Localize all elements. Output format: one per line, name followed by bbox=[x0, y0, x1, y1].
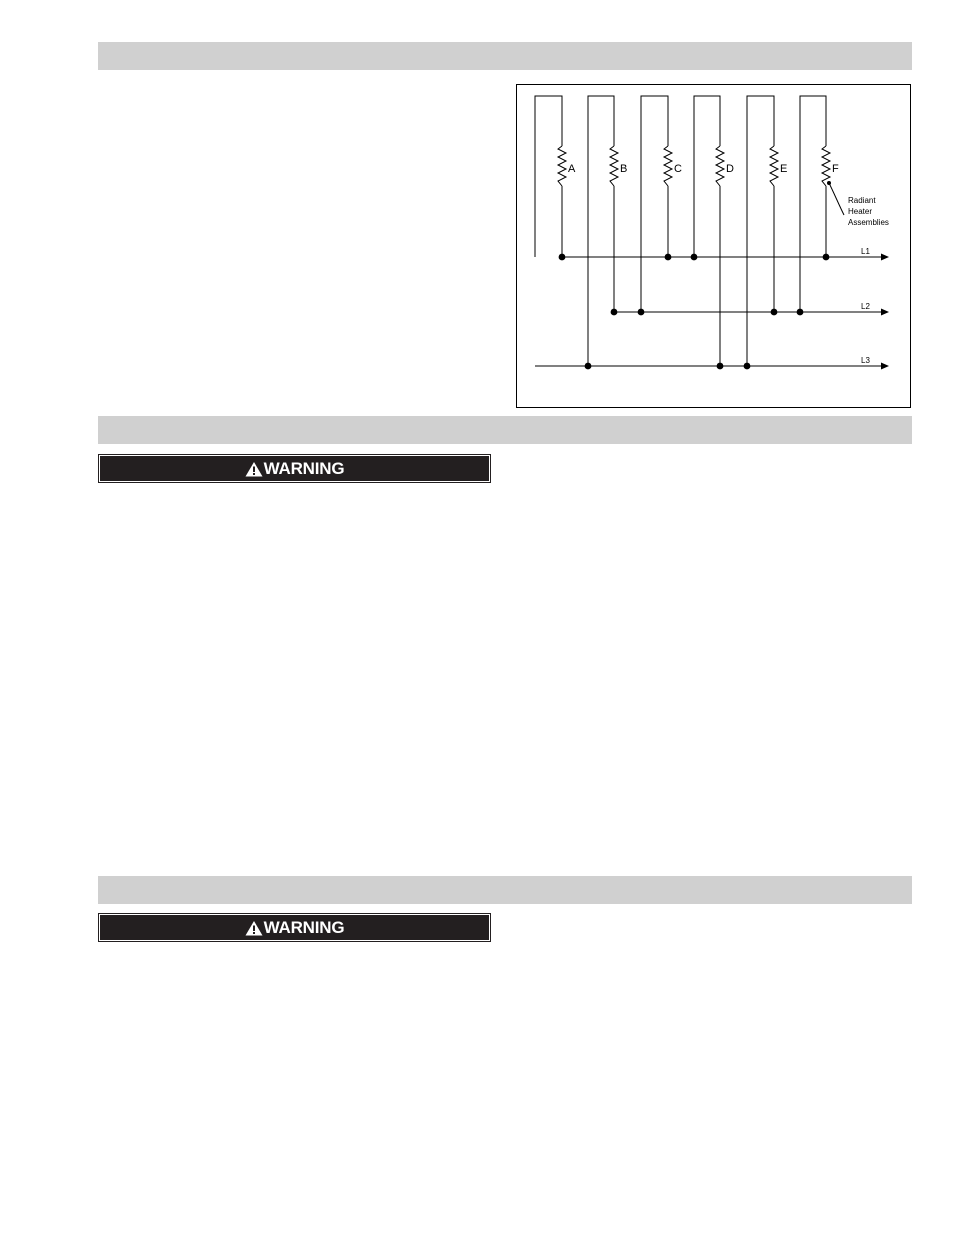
warning-triangle-icon bbox=[245, 461, 263, 477]
branch-e-wire bbox=[747, 96, 774, 366]
branch-a-resistor bbox=[558, 146, 566, 186]
branch-c-resistor bbox=[664, 146, 672, 186]
junction-dot bbox=[771, 309, 778, 316]
branch-c-wire bbox=[641, 96, 668, 312]
callout-text-line-3: Assemblies bbox=[848, 218, 889, 227]
junction-dot bbox=[797, 309, 804, 316]
branch-label-d: D bbox=[726, 163, 734, 175]
junction-dot bbox=[585, 363, 592, 370]
branch-label-a: A bbox=[568, 163, 576, 175]
branch-d-wire bbox=[694, 96, 720, 366]
junction-dot bbox=[559, 254, 566, 261]
branch-b-resistor bbox=[610, 146, 618, 186]
junction-dot bbox=[823, 254, 830, 261]
warning-label: WARNING bbox=[263, 459, 345, 478]
line-label-l3: L3 bbox=[861, 356, 870, 365]
branch-f-wire bbox=[800, 96, 826, 312]
section-header-bar-1 bbox=[98, 42, 912, 70]
l1-arrowhead bbox=[881, 254, 889, 261]
junction-dot bbox=[665, 254, 672, 261]
l2-arrowhead bbox=[881, 309, 889, 316]
junction-dot bbox=[638, 309, 645, 316]
warning-banner-2 bbox=[98, 913, 491, 942]
branch-e-resistor bbox=[770, 146, 778, 186]
section-header-bar-2 bbox=[98, 416, 912, 444]
junction-dot bbox=[744, 363, 751, 370]
line-label-l1: L1 bbox=[861, 247, 870, 256]
branch-label-f: F bbox=[832, 163, 839, 175]
callout-leader bbox=[829, 183, 844, 215]
branch-a-wire bbox=[535, 96, 562, 257]
line-label-l2: L2 bbox=[861, 302, 870, 311]
section-header-bar-3 bbox=[98, 876, 912, 904]
junction-dot bbox=[717, 363, 724, 370]
branch-d-resistor bbox=[716, 146, 724, 186]
warning-label: WARNING bbox=[263, 918, 345, 937]
branch-b-wire bbox=[588, 96, 614, 366]
wiring-diagram-svg bbox=[517, 85, 912, 409]
junction-dot bbox=[611, 309, 618, 316]
branch-f-resistor bbox=[822, 146, 830, 186]
branch-label-c: C bbox=[674, 163, 682, 175]
callout-dot bbox=[827, 181, 831, 185]
branch-label-b: B bbox=[620, 163, 628, 175]
l3-arrowhead bbox=[881, 363, 889, 370]
branch-label-e: E bbox=[780, 163, 788, 175]
callout-text-line-1: Radiant bbox=[848, 196, 876, 205]
junction-dot bbox=[691, 254, 698, 261]
heater-wiring-diagram bbox=[516, 84, 911, 408]
callout-text-line-2: Heater bbox=[848, 207, 873, 216]
warning-triangle-icon bbox=[245, 920, 263, 936]
warning-banner-1 bbox=[98, 454, 491, 483]
